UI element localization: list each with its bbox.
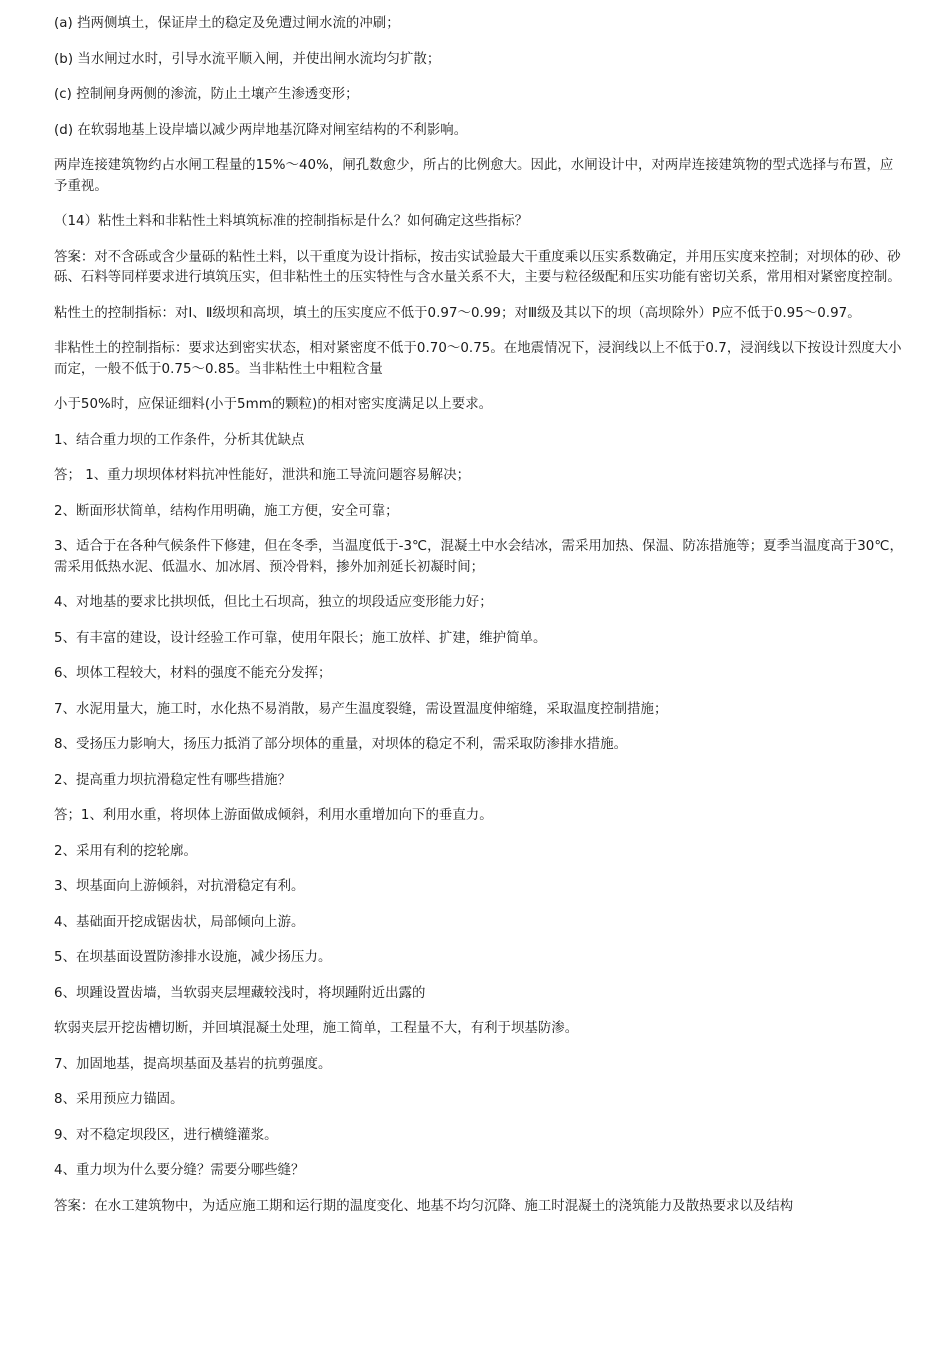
question-anti-sliding: 2、提高重力坝抗滑稳定性有哪些措施？ [54, 772, 292, 788]
paragraph-d: (d) 在软弱地基上设岸墙以减少两岸地基沉降对闸室结构的不利影响。 [54, 122, 468, 138]
answer-14: 答案：对不含砾或含少量砾的粘性土料，以干重度为设计指标，按击实试验最大干重度乘以压实系数确定，并用压实度来控制；对坝体的砂、砂砾、石料等同样要求进行填筑压实，但非粘性土的压实特性与含水量关系不大，主要与粒径级配和压实功能有密切关系，常用相对紧密度控制。 [54, 249, 901, 285]
answer-item-6: 6、坝体工程较大，材料的强度不能充分发挥； [54, 666, 332, 681]
question-joints: 4、重力坝为什么要分缝？需要分哪些缝？ [54, 1163, 305, 1178]
measure-6-continued: 软弱夹层开挖齿槽切断，并回填混凝土处理，施工简单，工程量不大，有利于坝基防渗。 [54, 1021, 579, 1036]
answer-item-2: 2、断面形状简单，结构作用明确，施工方便，安全可靠； [54, 503, 399, 519]
cohesive-soil-criteria: 粘性土的控制指标：对Ⅰ、Ⅱ级坝和高坝，填土的压实度应不低于0.97～0.99；对Ⅲ级及其以下的坝（高坝除外）P应不低于0.95～0.97。 [54, 305, 861, 321]
measure-6: 6、坝踵设置齿墙，当软弱夹层埋藏较浅时，将坝踵附近出露的 [54, 985, 426, 1001]
answer-joints: 答案：在水工建筑物中，为适应施工期和运行期的温度变化、地基不均匀沉降、施工时混凝土的浇筑能力及散热要求以及结构 [54, 1198, 794, 1214]
fine-material-requirement: 小于50%时，应保证细料(小于5mm的颗粒)的相对密实度满足以上要求。 [54, 397, 493, 412]
measure-5: 5、在坝基面设置防渗排水设施，减少扬压力。 [54, 950, 332, 965]
answer-item-1: 答； 1、重力坝坝体材料抗冲性能好，泄洪和施工导流问题容易解决； [54, 468, 471, 483]
answer-item-8: 8、受扬压力影响大，扬压力抵消了部分坝体的重量，对坝体的稳定不利，需采取防渗排水措施。 [54, 737, 628, 752]
paragraph-b: (b) 当水闸过水时，引导水流平顺入闸，并使出闸水流均匀扩散； [54, 51, 441, 67]
question-14: （14）粘性土料和非粘性土料填筑标准的控制指标是什么？如何确定这些指标？ [54, 214, 529, 229]
answer-item-7: 7、水泥用量大，施工时，水化热不易消散，易产生温度裂缝，需设置温度伸缩缝，采取温度控制措施； [54, 701, 668, 717]
answer-item-4: 4、对地基的要求比拱坝低，但比土石坝高，独立的坝段适应变形能力好； [54, 595, 493, 610]
measure-7: 7、加固地基，提高坝基面及基岩的抗剪强度。 [54, 1056, 332, 1072]
noncohesive-soil-criteria: 非粘性土的控制指标：要求达到密实状态，相对紧密度不低于0.70～0.75。在地震情况下，浸润线以上不低于0.7，浸润线以下按设计烈度大小而定，一般不低于0.75～0.85。当非粘性土中粗粒含量 [54, 341, 902, 377]
measure-9: 9、对不稳定坝段区，进行横缝灌浆。 [54, 1127, 278, 1143]
question-gravity-dam-pros-cons: 1、结合重力坝的工作条件，分析其优缺点 [54, 432, 305, 448]
measure-2: 2、采用有利的挖轮廓。 [54, 843, 197, 859]
paragraph-connection-summary: 两岸连接建筑物约占水闸工程量的15%～40%，闸孔数愈少，所占的比例愈大。因此，水闸设计中，对两岸连接建筑物的型式选择与布置，应予重视。 [54, 158, 894, 194]
measure-3: 3、坝基面向上游倾斜，对抗滑稳定有利。 [54, 879, 305, 894]
measure-4: 4、基础面开挖成锯齿状，局部倾向上游。 [54, 914, 305, 930]
measure-1: 答；1、利用水重，将坝体上游面做成倾斜，利用水重增加向下的垂直力。 [54, 808, 493, 823]
answer-item-5: 5、有丰富的建设，设计经验工作可靠，使用年限长；施工放样、扩建，维护简单。 [54, 630, 547, 646]
paragraph-c: (c) 控制闸身两侧的渗流，防止土壤产生渗透变形； [54, 87, 359, 102]
answer-item-3: 3、适合于在各种气候条件下修建，但在冬季，当温度低于-3℃，混凝土中水会结冰，需采用加热、保温、防冻措施等；夏季当温度高于30℃，需采用低热水泥、低温水、加冰屑、预冷骨料，掺外加剂延长初凝时间； [54, 539, 903, 575]
measure-8: 8、采用预应力锚固。 [54, 1092, 184, 1107]
paragraph-a: (a) 挡两侧填土，保证岸土的稳定及免遭过闸水流的冲刷； [54, 16, 400, 31]
